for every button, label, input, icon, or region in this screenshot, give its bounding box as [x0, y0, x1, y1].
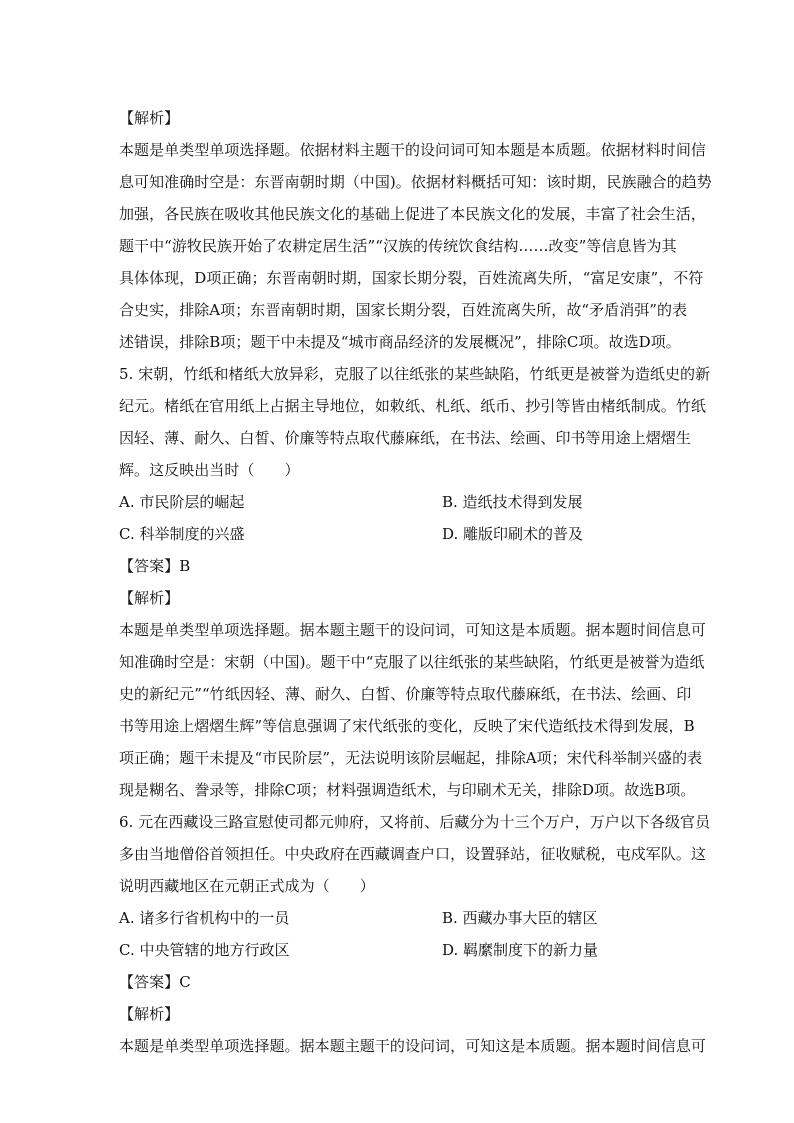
option-c: C. 中央管辖的地方行政区	[119, 941, 290, 959]
option-d: D. 雕版印刷术的普及	[442, 525, 584, 543]
question-line: 辉。这反映出当时（ ）	[119, 461, 300, 479]
question-line: 纪元。楮纸在官用纸上占据主导地位，如敕纸、札纸、纸币、抄引等皆由楮纸制成。竹纸	[119, 397, 706, 415]
analysis-line: 知准确时空是：宋朝（中国)。题干中“克服了以往纸张的某些缺陷，竹纸更是被誉为造纸	[119, 653, 705, 671]
option-a: A. 诸多行省机构中的一员	[119, 909, 290, 927]
question-line: 因轻、薄、耐久、白皙、价廉等特点取代藤麻纸，在书法、绘画、印书等用途上熠熠生	[119, 429, 691, 447]
analysis-line: 合史实，排除A项；东晋南朝时期，国家长期分裂，百姓流离失所，故“矛盾消弭”的表	[119, 301, 688, 319]
option-d: D. 羁縻制度下的新力量	[442, 941, 599, 959]
analysis-text	[119, 1030, 706, 1062]
question-line: 多由当地僧俗首领担任。中央政府在西藏调查户口，设置驿站，征收赋税，屯戍军队。这	[119, 845, 706, 863]
analysis-line: 史的新纪元”“竹纸因轻、薄、耐久、白皙、价廉等特点取代藤麻纸，在书法、绘画、印	[119, 685, 692, 703]
question-line: 6. 元在西藏设三路宣慰使司都元帅府，又将前、后藏分为十三个万户，万户以下各级官员	[119, 813, 711, 831]
option-c: C. 科举制度的兴盛	[119, 525, 245, 543]
analysis-line: 述错误，排除B项；题干中未提及“城市商品经济的发展概况”，排除C项。故选D项。	[119, 333, 681, 351]
analysis-text	[119, 614, 706, 806]
option-a: A. 市民阶层的崛起	[119, 493, 245, 511]
analysis-line: 息可知准确时空是：东晋南朝时期（中国)。依据材料概括可知：该时期，民族融合的趋势	[119, 173, 712, 191]
question-line: 5. 宋朝，竹纸和楮纸大放异彩，克服了以往纸张的某些缺陷，竹纸更是被誉为造纸史的新	[119, 365, 711, 383]
analysis-line: 现是糊名、誊录等，排除C项；材料强调造纸术，与印刷术无关，排除D项。故选B项。	[119, 781, 696, 799]
analysis-line: 书等用途上熠熠生辉”等信息强调了宋代纸张的变化，反映了宋代造纸技术得到发展，B	[119, 717, 695, 735]
analysis-line: 题干中“游牧民族开始了农耕定居生活”“汉族的传统饮食结构……改变”等信息皆为其	[119, 237, 677, 255]
question-6-options-row-1	[119, 902, 670, 934]
analysis-label: 【解析】	[119, 589, 180, 607]
analysis-label: 【解析】	[119, 1005, 180, 1023]
option-b: B. 西藏办事大臣的辖区	[442, 909, 598, 927]
analysis-line: 项正确；题干未提及“市民阶层”，无法说明该阶层崛起，排除A项；宋代科举制兴盛的表	[119, 749, 703, 767]
question-5-options-row-1	[119, 486, 670, 518]
analysis-line: 具体体现，D项正确；东晋南朝时期，国家长期分裂，百姓流离失所，“富足安康”，不符	[119, 269, 704, 287]
analysis-line: 本题是单类型单项选择题。据本题主题干的设问词，可知这是本质题。据本题时间信息可	[119, 1037, 706, 1055]
analysis-line: 加强，各民族在吸收其他民族文化的基础上促进了本民族文化的发展，丰富了社会生活，	[119, 205, 706, 223]
option-b: B. 造纸技术得到发展	[442, 493, 583, 511]
analysis-line: 本题是单类型单项选择题。据本题主题干的设问词，可知这是本质题。据本题时间信息可	[119, 621, 706, 639]
analysis-text	[119, 134, 712, 358]
analysis-label: 【解析】	[119, 109, 180, 127]
question-6-options-row-2	[119, 934, 670, 966]
question-5-options-row-2	[119, 518, 670, 550]
question-6-stem	[119, 806, 711, 902]
answer-label: 【答案】C	[119, 973, 191, 991]
question-5-stem	[119, 358, 711, 486]
analysis-line: 本题是单类型单项选择题。依据材料主题干的设问词可知本题是本质题。依据材料时间信	[119, 141, 706, 159]
question-line: 说明西藏地区在元朝正式成为（ ）	[119, 877, 375, 895]
answer-label: 【答案】B	[119, 557, 191, 575]
